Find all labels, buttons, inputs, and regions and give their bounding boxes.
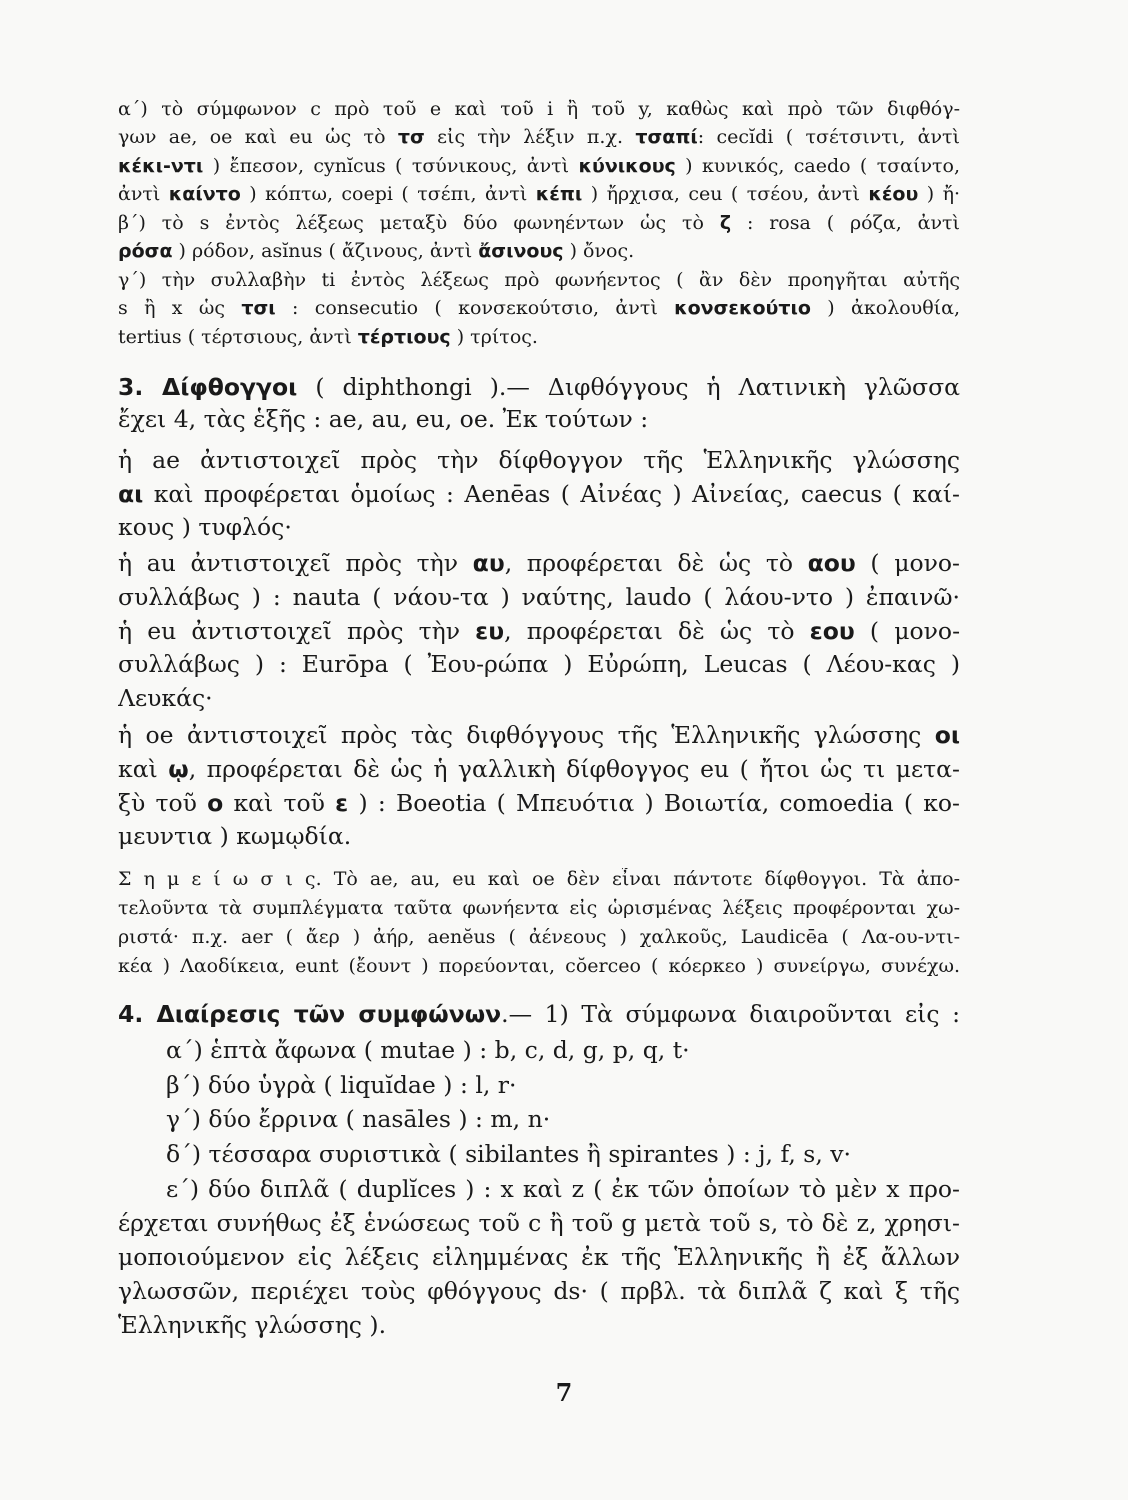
- bold-term: 3. Δίφθογγοι: [118, 373, 298, 401]
- text-run: ) : Boeotia ( Μπευότια ) Βοιωτία, comoedia ( κο-: [348, 789, 960, 817]
- text-run: ριστά· π.χ. aer ( ἄερ ) ἀήρ, aenĕus ( ἀένεους ) χαλκοῦς, Laudicēa ( Λα-ου-ντι-: [118, 926, 960, 948]
- text-run: ) ἤρχισα, ceu ( τσέου, ἀντὶ: [582, 183, 869, 205]
- text-line: [118, 1000, 960, 1028]
- text-run: συλλάβως ) : Eurōpa ( Ἐου-ρώπα ) Εὐρώπη, Leucas ( Λέου-κας ): [118, 650, 960, 678]
- text-run: Λευκάς·: [118, 684, 213, 712]
- text-line: [118, 1243, 960, 1271]
- text-run: καὶ: [118, 755, 169, 783]
- bold-term: αου: [807, 549, 856, 577]
- text-line: [118, 897, 960, 919]
- text-run: β΄) δύο ὑγρὰ ( liquĭdae ) : l, r·: [166, 1071, 517, 1099]
- bold-term: κέου: [868, 183, 919, 205]
- text-run: : consecutio ( κονσεκούτσιο, ἀντὶ: [275, 297, 675, 319]
- text-run: ἡ eu ἀντιστοιχεῖ πρὸς τὴν: [118, 617, 476, 645]
- text-run: s ἢ x ὡς: [118, 297, 242, 319]
- text-run: ( μονο-: [854, 617, 960, 645]
- text-run: β΄) τὸ s ἐντὸς λέξεως μεταξὺ δύο φωνηέντων ὡς τὸ: [118, 212, 720, 234]
- bold-term: ευ: [475, 617, 505, 645]
- text-run: ) ὄνος.: [563, 240, 635, 262]
- text-run: , προφέρεται δὲ ὡς τὸ: [504, 617, 810, 645]
- text-line: [118, 822, 960, 850]
- text-run: ) ἔπεσον, cynĭcus ( τσύνικους, ἀντὶ: [203, 155, 579, 177]
- text-line: [166, 1140, 960, 1168]
- bold-term: ε: [335, 789, 349, 817]
- text-line: [166, 1036, 960, 1064]
- text-line: [118, 240, 960, 262]
- text-run: ) κυνικός, caedo ( τσαίντο,: [675, 155, 960, 177]
- text-line: [118, 755, 960, 783]
- text-run: γ΄) τὴν συλλαβὴν ti ἐντὸς λέξεως πρὸ φωνήεντος ( ἂν δὲν προηγῆται αὐτῆς: [118, 269, 960, 291]
- bold-term: κέπι: [535, 183, 583, 205]
- text-line: [118, 650, 960, 678]
- bold-term: ῳ: [168, 755, 189, 783]
- text-line: [118, 955, 960, 977]
- text-line: [118, 269, 960, 291]
- text-run: γ΄) δύο ἔρρινα ( nasāles ) : m, n·: [166, 1105, 551, 1133]
- text-run: τελοῦντα τὰ συμπλέγματα ταῦτα φωνήεντα εἰς ὡρισμένας λέξεις προφέρονται χω-: [118, 897, 960, 919]
- bold-term: κέκι-ντι: [118, 155, 204, 177]
- bold-term: ο: [207, 789, 224, 817]
- text-run: , προφέρεται δὲ ὡς ἡ γαλλικὴ δίφθογγος eu ( ἤτοι ὡς τι μετα-: [188, 755, 960, 783]
- text-line: [118, 446, 960, 474]
- text-line: [118, 98, 960, 120]
- bold-term: κονσεκούτιο: [674, 297, 811, 319]
- text-run: tertius ( τέρτσιους, ἀντὶ: [118, 326, 358, 348]
- text-run: έρχεται συνήθως ἐξ ἑνώσεως τοῦ c ἢ τοῦ g μετὰ τοῦ s, τὸ δὲ z, χρησι-: [118, 1209, 960, 1237]
- bold-term: αυ: [472, 549, 505, 577]
- text-line: [118, 721, 960, 749]
- text-run: γλωσσῶν, περιέχει τοὺς φθόγγους ds· ( πρβλ. τὰ διπλᾶ ζ καὶ ξ τῆς: [118, 1277, 960, 1305]
- text-run: ε΄) δύο διπλᾶ ( duplĭces ) : x καὶ z ( ἐκ τῶν ὁποίων τὸ μὲν x προ-: [166, 1175, 960, 1203]
- text-run: ἡ ae ἀντιστοιχεῖ πρὸς τὴν δίφθογγον τῆς Ἑλληνικῆς γλώσσης: [118, 446, 960, 474]
- text-run: εἰς τὴν λέξιν π.χ.: [424, 126, 636, 148]
- text-run: συλλάβως ) : nauta ( νάου-τα ) ναύτης, laudo ( λάου-ντο ) ἐπαινῶ·: [118, 583, 960, 611]
- text-line: [118, 405, 960, 433]
- text-run: ) κόπτω, coepi ( τσέπι, ἀντὶ: [240, 183, 536, 205]
- text-run: Σ η μ ε ί ω σ ι ς. Τὸ ae, au, eu καὶ oe δὲν εἶναι πάντοτε δίφθογγοι. Τὰ ἀπο-: [118, 868, 960, 890]
- text-run: , προφέρεται δὲ ὡς τὸ: [504, 549, 808, 577]
- text-run: ) ἀκολουθία,: [810, 297, 960, 319]
- text-run: ἡ oe ἀντιστοιχεῖ πρὸς τὰς διφθόγγους τῆς Ἑλληνικῆς γλώσσης: [118, 721, 935, 749]
- text-run: μοποιούμενον εἰς λέξεις εἰλημμένας ἐκ τῆς Ἑλληνικῆς ἢ ἐξ ἄλλων: [118, 1243, 960, 1271]
- text-run: ) ρόδον, asĭnus ( ἄζινους, ἀντὶ: [172, 240, 479, 262]
- text-run: καὶ προφέρεται ὁμοίως : Aenēas ( Αἰνέας ) Αἰνείας, caecus ( καί-: [143, 480, 960, 508]
- text-run: Ἑλληνικῆς γλώσσης ).: [118, 1311, 387, 1339]
- text-run: ( diphthongi ).— Διφθόγγους ἡ Λατινικὴ γλῶσσα: [297, 373, 960, 401]
- text-line: [118, 926, 960, 948]
- page-number: 7: [555, 1378, 573, 1407]
- text-run: γων ae, oe καὶ eu ὡς τὸ: [118, 126, 398, 148]
- bold-term: ρόσα: [118, 240, 173, 262]
- bold-term: κύνικους: [578, 155, 676, 177]
- text-line: [118, 155, 960, 177]
- text-run: : cecĭdi ( τσέτσιντι, ἀντὶ: [697, 126, 960, 148]
- bold-term: 4. Διαίρεσις τῶν συμφώνων: [118, 1000, 502, 1028]
- text-line: [118, 684, 960, 712]
- text-run: ) ἤ·: [918, 183, 960, 205]
- text-line: [166, 1175, 960, 1203]
- text-line: [118, 583, 960, 611]
- bold-term: καίντο: [168, 183, 241, 205]
- text-run: ἀντὶ: [118, 183, 169, 205]
- text-line: [118, 789, 960, 817]
- text-run: ἡ au ἀντιστοιχεῖ πρὸς τὴν: [118, 549, 473, 577]
- text-line: [118, 549, 960, 577]
- text-run: κους ) τυφλός·: [118, 513, 292, 541]
- text-line: [118, 513, 960, 541]
- bold-term: ἄσινους: [478, 240, 564, 262]
- text-line: [118, 1209, 960, 1237]
- text-run: κέα ) Λαοδίκεια, eunt (ἔουντ ) πορεύονται, cŏerceo ( κόερκεο ) συνείργω, συνέχω.: [118, 955, 960, 977]
- text-line: [118, 1277, 960, 1305]
- text-run: ( μονο-: [855, 549, 960, 577]
- bold-term: εου: [809, 617, 855, 645]
- text-run: δ΄) τέσσαρα συριστικὰ ( sibilantes ἢ spirantes ) : j, f, s, v·: [166, 1140, 851, 1168]
- text-line: [118, 126, 960, 148]
- text-run: ) τρίτος.: [450, 326, 538, 348]
- text-run: : rosa ( ρόζα, ἀντὶ: [731, 212, 960, 234]
- text-line: [118, 480, 960, 508]
- text-run: ἔχει 4, τὰς ἑξῆς : ae, au, eu, oe. Ἐκ τούτων :: [118, 405, 649, 433]
- text-line: [166, 1105, 960, 1133]
- bold-term: ζ: [719, 212, 732, 234]
- bold-term: αι: [118, 480, 144, 508]
- bold-term: τέρτιους: [357, 326, 451, 348]
- bold-term: τσι: [241, 297, 276, 319]
- text-line: [166, 1071, 960, 1099]
- text-line: [118, 297, 960, 319]
- text-line: [118, 212, 960, 234]
- text-line: [118, 373, 960, 401]
- bold-term: τσαπί: [635, 126, 698, 148]
- text-line: [118, 617, 960, 645]
- text-run: .— 1) Τὰ σύμφωνα διαιροῦνται εἰς :: [501, 1000, 960, 1028]
- text-run: μευντια ) κωμῳδία.: [118, 822, 352, 850]
- text-run: καὶ τοῦ: [223, 789, 336, 817]
- text-run: α΄) τὸ σύμφωνον c πρὸ τοῦ e καὶ τοῦ i ἢ τοῦ y, καθὼς καὶ πρὸ τῶν διφθόγ-: [118, 98, 960, 120]
- bold-term: τσ: [397, 126, 425, 148]
- text-line: [118, 868, 960, 890]
- bold-term: οι: [934, 721, 960, 749]
- text-run: α΄) ἑπτὰ ἄφωνα ( mutae ) : b, c, d, g, p, q, t·: [166, 1036, 690, 1064]
- text-line: [118, 183, 960, 205]
- text-run: ξὺ τοῦ: [118, 789, 208, 817]
- text-line: [118, 1311, 960, 1339]
- text-line: [118, 326, 960, 348]
